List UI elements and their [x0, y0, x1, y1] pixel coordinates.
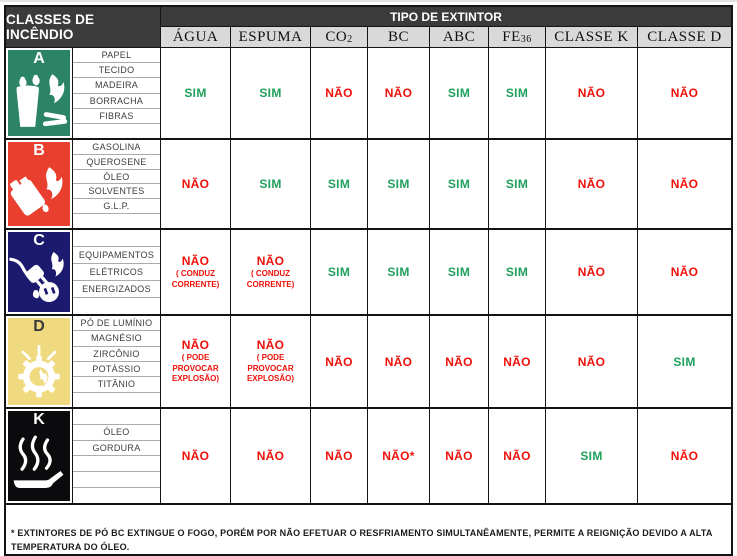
- column-header-espuma: [231, 27, 311, 48]
- cell-b-espuma: [231, 140, 311, 230]
- cell-b-fe36: [489, 140, 546, 230]
- verdict-note: ( CONDUZ CORRENTE): [171, 269, 220, 289]
- material-item: GORDURA: [73, 441, 160, 457]
- cell-k-agua: [161, 409, 231, 505]
- cell-c-classe-k: [546, 230, 638, 316]
- cell-b-classe-k: [546, 140, 638, 230]
- verdict: NÃO: [670, 265, 699, 279]
- verdict: SIM: [327, 177, 351, 191]
- cell-b-abc: [430, 140, 489, 230]
- material-item: ÓLEO: [73, 170, 160, 185]
- material-item: BORRACHA: [73, 94, 160, 109]
- class-a-materials: [73, 48, 161, 140]
- cell-d-agua: [161, 316, 231, 409]
- verdict: NÃO: [503, 449, 531, 463]
- material-item: [73, 456, 160, 472]
- class-k-icon: [6, 409, 73, 505]
- cell-a-bc: [368, 48, 430, 140]
- cell-c-bc: [368, 230, 430, 316]
- column-header-bc: [368, 27, 430, 48]
- class-a-icon: [6, 48, 73, 140]
- cell-k-classe-d: [638, 409, 731, 505]
- class-k-letter: K: [33, 411, 45, 428]
- class-c-materials: [73, 230, 161, 316]
- verdict: SIM: [447, 86, 471, 100]
- cell-c-fe36: [489, 230, 546, 316]
- verdict: SIM: [505, 265, 529, 279]
- cell-b-classe-d: [638, 140, 731, 230]
- class-k-materials: [73, 409, 161, 505]
- cell-b-bc: [368, 140, 430, 230]
- material-item: FIBRAS: [73, 109, 160, 124]
- cell-k-espuma: [231, 409, 311, 505]
- cell-a-co2: [311, 48, 368, 140]
- classes-de-incendio-header: CLASSES DE INCÊNDIO: [6, 7, 161, 48]
- verdict: NÃO: [670, 177, 699, 191]
- verdict: SIM: [387, 177, 410, 191]
- cell-k-bc: [368, 409, 430, 505]
- cell-d-classe-d: [638, 316, 731, 409]
- verdict: NÃO: [325, 354, 353, 369]
- column-label: CLASSE D: [647, 28, 722, 45]
- cell-k-classe-k: [546, 409, 638, 505]
- material-item: [73, 124, 160, 138]
- verdict: NÃO: [325, 449, 353, 463]
- material-item: MAGNÉSIO: [73, 331, 160, 346]
- cell-d-fe36: [489, 316, 546, 409]
- cell-b-agua: [161, 140, 231, 230]
- material-item: QUEROSENE: [73, 155, 160, 170]
- column-label: ESPUMA: [238, 28, 303, 45]
- cell-c-agua: [161, 230, 231, 316]
- class-b-icon: [6, 140, 73, 230]
- verdict: NÃO: [670, 86, 699, 100]
- verdict: NÃO: [577, 177, 606, 191]
- material-item: TITÂNIO: [73, 377, 160, 392]
- column-header-co2: [311, 27, 368, 48]
- material-item: GASOLINA: [73, 140, 160, 155]
- class-c-letter: C: [33, 232, 45, 249]
- cell-a-classe-d: [638, 48, 731, 140]
- cell-d-co2: [311, 316, 368, 409]
- material-item: ÓLEO: [73, 425, 160, 441]
- column-label: FE: [502, 28, 521, 45]
- verdict: NÃO: [181, 449, 210, 463]
- verdict: NÃO: [256, 254, 285, 269]
- verdict: SIM: [327, 265, 351, 279]
- verdict: SIM: [505, 177, 529, 191]
- verdict: SIM: [505, 86, 529, 100]
- cell-c-espuma: [231, 230, 311, 316]
- cell-a-espuma: [231, 48, 311, 140]
- verdict: NÃO: [181, 177, 210, 191]
- footnote-text: * EXTINTORES DE PÓ BC EXTINGUE O FOGO, PORÉM POR NÃO EFETUAR O RESFRIAMENTO SIMULTANÊAMENTE, PERMITE A REIGNIÇÃO DEVIDO A ALTA TEMPERATURA DO ÓLEO.: [11, 528, 713, 553]
- cell-k-fe36: [489, 409, 546, 505]
- material-item: POTÁSSIO: [73, 362, 160, 377]
- verdict: NÃO: [384, 354, 413, 369]
- class-d-metal-fire-icon: [8, 318, 70, 405]
- cell-c-co2: [311, 230, 368, 316]
- verdict: NÃO: [577, 354, 606, 369]
- column-label: ABC: [442, 28, 476, 45]
- class-d-materials: [73, 316, 161, 409]
- material-item: SOLVENTES: [73, 184, 160, 199]
- material-item: [73, 488, 160, 503]
- column-subscript: 36: [520, 34, 532, 45]
- class-d-icon: [6, 316, 73, 409]
- class-a-trashcan-fire-icon: [8, 50, 70, 136]
- column-header-classe-k: [546, 27, 638, 48]
- cell-c-abc: [430, 230, 489, 316]
- column-subscript: 2: [347, 34, 353, 45]
- verdict: NÃO: [181, 254, 210, 269]
- verdict: SIM: [673, 354, 696, 369]
- cell-c-classe-d: [638, 230, 731, 316]
- material-item: [73, 472, 160, 488]
- class-a-letter: A: [33, 50, 45, 67]
- class-b-letter: B: [33, 142, 45, 159]
- verdict: NÃO: [577, 265, 606, 279]
- column-header-agua: [161, 27, 231, 48]
- column-label: CLASSE K: [554, 28, 629, 45]
- material-item: [73, 214, 160, 228]
- verdict: SIM: [184, 86, 207, 100]
- material-item: PÓ DE LUMÍNIO: [73, 316, 160, 331]
- class-c-icon: [6, 230, 73, 316]
- class-b-liquid-fire-icon: [8, 142, 70, 226]
- material-item: G.L.P.: [73, 199, 160, 214]
- verdict-note: ( CONDUZ CORRENTE): [246, 269, 295, 289]
- verdict: NÃO: [670, 449, 699, 463]
- column-label: BC: [387, 28, 409, 45]
- verdict: NÃO: [384, 86, 413, 100]
- material-item: [73, 298, 160, 314]
- verdict: SIM: [447, 177, 471, 191]
- verdict: SIM: [580, 449, 603, 463]
- verdict: NÃO: [577, 86, 606, 100]
- verdict: SIM: [447, 265, 471, 279]
- tipo-de-extintor-header: TIPO DE EXTINTOR: [161, 7, 731, 27]
- column-header-fe36: [489, 27, 546, 48]
- cell-d-abc: [430, 316, 489, 409]
- class-b-materials: [73, 140, 161, 230]
- cell-a-abc: [430, 48, 489, 140]
- verdict: NÃO*: [382, 449, 415, 463]
- verdict: NÃO: [445, 354, 473, 369]
- material-item: [73, 393, 160, 407]
- cell-d-classe-k: [546, 316, 638, 409]
- cell-k-abc: [430, 409, 489, 505]
- verdict: NÃO: [325, 86, 353, 100]
- cell-d-espuma: [231, 316, 311, 409]
- cell-k-co2: [311, 409, 368, 505]
- cell-b-co2: [311, 140, 368, 230]
- class-d-letter: D: [33, 318, 45, 335]
- verdict: SIM: [387, 265, 410, 279]
- verdict: NÃO: [256, 449, 285, 463]
- material-item: MADEIRA: [73, 78, 160, 93]
- material-item: TECIDO: [73, 63, 160, 78]
- verdict-note: ( PODE PROVOCAR EXPLOSÃO): [171, 353, 220, 384]
- cell-a-classe-k: [546, 48, 638, 140]
- material-item: [73, 230, 160, 247]
- verdict: SIM: [259, 86, 282, 100]
- verdict: NÃO: [256, 338, 285, 353]
- column-header-abc: [430, 27, 489, 48]
- material-item: [73, 409, 160, 425]
- material-item: ELÉTRICOS: [73, 264, 160, 281]
- material-item: ENERGIZADOS: [73, 281, 160, 298]
- cell-a-fe36: [489, 48, 546, 140]
- class-k-cooking-fire-icon: [8, 411, 70, 501]
- extinguisher-compatibility-table: [4, 5, 733, 556]
- material-item: PAPEL: [73, 48, 160, 63]
- verdict: NÃO: [445, 449, 473, 463]
- verdict-note: ( PODE PROVOCAR EXPLOSÃO): [246, 353, 295, 384]
- verdict: SIM: [259, 177, 282, 191]
- column-label: ÁGUA: [172, 28, 219, 45]
- verdict: NÃO: [181, 338, 210, 353]
- column-header-classe-d: [638, 27, 731, 48]
- material-item: EQUIPAMENTOS: [73, 247, 160, 264]
- class-c-electrical-fire-icon: [8, 232, 70, 312]
- cell-d-bc: [368, 316, 430, 409]
- material-item: ZIRCÔNIO: [73, 347, 160, 362]
- column-label: CO: [325, 28, 348, 45]
- cell-a-agua: [161, 48, 231, 140]
- verdict: NÃO: [503, 354, 531, 369]
